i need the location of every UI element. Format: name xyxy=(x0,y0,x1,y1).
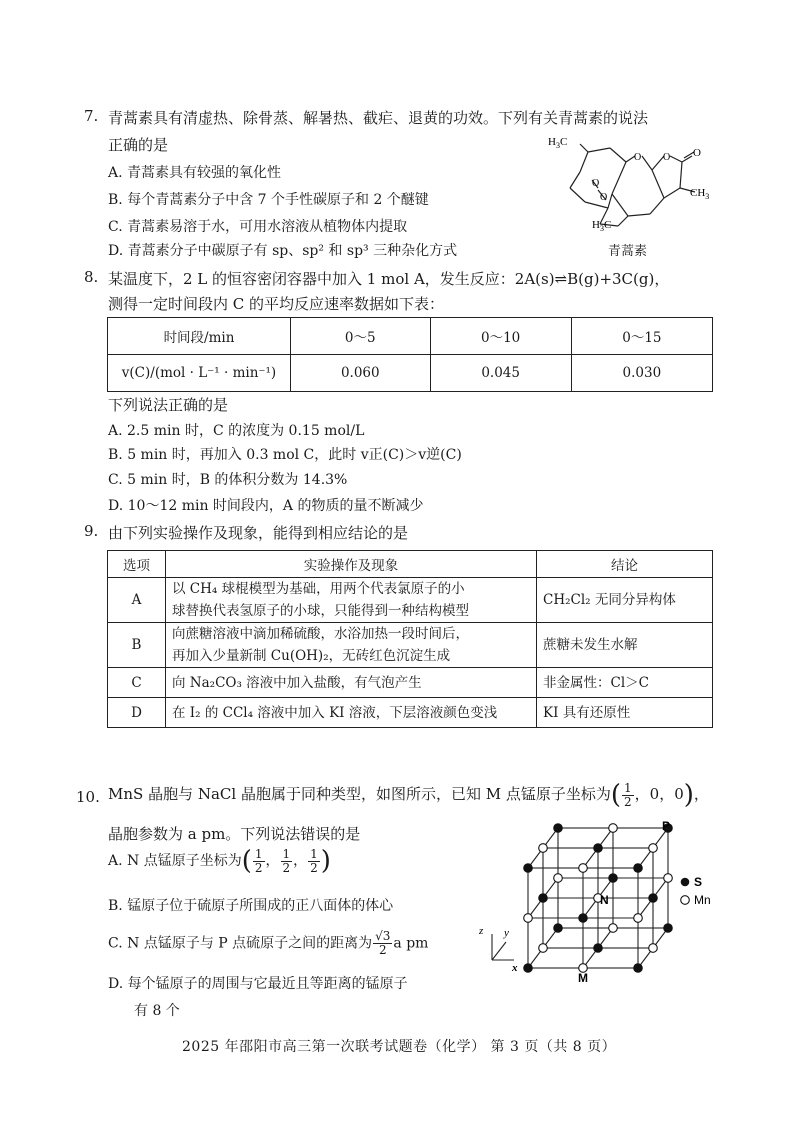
table-cell-conclusion: CH₂Cl₂ 无同分异构体 xyxy=(537,578,713,623)
table-row xyxy=(108,355,713,392)
q7-number: 7. xyxy=(84,107,99,125)
point-label-p: P xyxy=(662,819,671,833)
q8-number: 8. xyxy=(84,268,99,286)
svg-text:O: O xyxy=(600,192,608,203)
table-cell: 0.060 xyxy=(291,355,431,392)
q10-option-d-line2: 有 8 个 xyxy=(134,1003,180,1019)
q8-prompt: 下列说法正确的是 xyxy=(108,396,229,414)
table-cell: v(C)/(mol · L⁻¹ · min⁻¹) xyxy=(108,355,291,392)
q10-number: 10. xyxy=(76,788,100,806)
q7-option-b: B. 每个青蒿素分子中含 7 个手性碳原子和 2 个醚键 xyxy=(108,192,429,208)
table-row xyxy=(108,318,713,355)
q8-option-a: A. 2.5 min 时，C 的浓度为 0.15 mol/L xyxy=(108,423,365,439)
table-cell: 0.030 xyxy=(571,355,712,392)
operation-line: 以 CH₄ 球棍模型为基础，用两个代表氯原子的小 xyxy=(172,581,465,597)
svg-text:O: O xyxy=(663,152,671,163)
table-header-cell: 0～10 xyxy=(430,318,571,355)
operation-line: 再加入少量新制 Cu(OH)₂，无砖红色沉淀生成 xyxy=(172,648,451,664)
operation-line: 向蔗糖溶液中滴加稀硫酸，水浴加热一段时间后， xyxy=(172,626,469,642)
table-cell-option: B xyxy=(108,623,166,668)
q7-stem-line1: 青蒿素具有清虚热、除骨蒸、解暑热、截疟、退黄的功效。下列有关青蒿素的说法 xyxy=(108,109,649,127)
table-cell-operation xyxy=(166,578,537,623)
svg-text:H3C: $H_3C$ xyxy=(548,136,568,150)
axis-label-x: x xyxy=(512,962,518,974)
mns-unit-cell-figure xyxy=(470,810,720,985)
artemisinin-structure xyxy=(540,128,720,258)
svg-text:CH3: $CH_3$ xyxy=(690,187,710,201)
point-label-n: N xyxy=(600,893,609,907)
table-cell-operation: 向 Na₂CO₃ 溶液中加入盐酸，有气泡产生 xyxy=(166,668,537,698)
table-row xyxy=(108,578,713,623)
q8-option-d: D. 10～12 min 时间段内，A 的物质的量不断减少 xyxy=(108,498,424,514)
q8-option-b: B. 5 min 时，再加入 0.3 mol C，此时 v正(C)＞v逆(C) xyxy=(108,447,462,463)
table-cell-option: A xyxy=(108,578,166,623)
svg-text:O: O xyxy=(634,152,642,163)
q7-option-a: A. 青蒿素具有较强的氧化性 xyxy=(108,165,282,181)
table-cell-conclusion: 非金属性：Cl＞C xyxy=(537,668,713,698)
table-row xyxy=(108,698,713,728)
table-cell-option: C xyxy=(108,668,166,698)
table-row xyxy=(108,623,713,668)
axis-label-y: y xyxy=(504,927,509,939)
q10-option-b: B. 锰原子位于硫原子所围成的正八面体的体心 xyxy=(108,898,394,914)
q7-stem-line2: 正确的是 xyxy=(108,136,169,154)
operation-line: 球替换代表氢原子的小球，只能得到一种结构模型 xyxy=(172,603,469,619)
legend-mn: Mn xyxy=(694,893,711,907)
q7-option-c: C. 青蒿素易溶于水，可用水溶液从植物体内提取 xyxy=(108,219,408,235)
legend-s: S xyxy=(694,875,703,889)
q10-option-c: C. N 点锰原子与 P 点硫原子之间的距离为 $\frac{√3}{2}$ a pm xyxy=(108,929,429,957)
table-row xyxy=(108,668,713,698)
q7-figure-caption: 青蒿素 xyxy=(608,244,648,259)
q10-stem-line1: MnS 晶胞与 NaCl 晶胞属于同种类型，如图所示，已知 M 点锰原子坐标为( $\frac{1}{2}$ ，0，0)， xyxy=(108,780,709,810)
table-header-cell: 0～15 xyxy=(571,318,712,355)
page-footer: 2025 年邵阳市高三第一次联考试题卷（化学） 第 3 页（共 8 页） xyxy=(182,1039,617,1055)
point-label-m: M xyxy=(578,971,588,985)
table-cell-operation: 在 I₂ 的 CCl₄ 溶液中加入 KI 溶液，下层溶液颜色变浅 xyxy=(166,698,537,728)
axis-label-z: z xyxy=(479,925,484,937)
q8-rate-table xyxy=(107,317,713,392)
m-coord-fraction: $\frac{1}{2}$ xyxy=(624,780,632,809)
svg-text:O: O xyxy=(592,178,600,189)
table-header-cell: 实验操作及现象 xyxy=(166,551,537,578)
q10-stem-text: MnS 晶胞与 NaCl 晶胞属于同种类型，如图所示，已知 M 点锰原子坐标为 xyxy=(108,785,611,803)
table-header-cell: 时间段/min xyxy=(108,318,291,355)
table-header-cell: 结论 xyxy=(537,551,713,578)
svg-text:H3C: $H_3C$ xyxy=(592,219,612,233)
q10-stem-line2: 晶胞参数为 a pm。下列说法错误的是 xyxy=(108,825,361,843)
table-cell-operation xyxy=(166,623,537,668)
q10-option-d-line1: D. 每个锰原子的周围与它最近且等距离的锰原子 xyxy=(108,976,408,992)
table-cell-conclusion: 蔗糖未发生水解 xyxy=(537,623,713,668)
q10-option-a: A. N 点锰原子坐标为( $\frac{1}{2}$ ， $\frac{1}{2}$ ， $\frac{1}{2}$ ) xyxy=(108,846,331,876)
q9-number: 9. xyxy=(84,522,99,540)
table-cell-conclusion: KI 具有还原性 xyxy=(537,698,713,728)
q9-experiment-table xyxy=(107,550,713,728)
table-header-cell: 0～5 xyxy=(291,318,431,355)
q8-option-c: C. 5 min 时，B 的体积分数为 14.3% xyxy=(108,472,348,488)
q8-stem-line2: 测得一定时间段内 C 的平均反应速率数据如下表： xyxy=(108,295,445,313)
q9-stem: 由下列实验操作及现象，能得到相应结论的是 xyxy=(108,524,409,542)
table-cell-option: D xyxy=(108,698,166,728)
table-header-cell: 选项 xyxy=(108,551,166,578)
svg-text:O: O xyxy=(693,147,701,159)
table-row xyxy=(108,551,713,578)
table-cell: 0.045 xyxy=(430,355,571,392)
q7-option-d: D. 青蒿素分子中碳原子有 sp、sp² 和 sp³ 三种杂化方式 xyxy=(108,243,458,259)
q8-stem-line1: 某温度下，2 L 的恒容密闭容器中加入 1 mol A，发生反应：2A(s)⇌B(g)+3C(g)， xyxy=(108,270,670,288)
